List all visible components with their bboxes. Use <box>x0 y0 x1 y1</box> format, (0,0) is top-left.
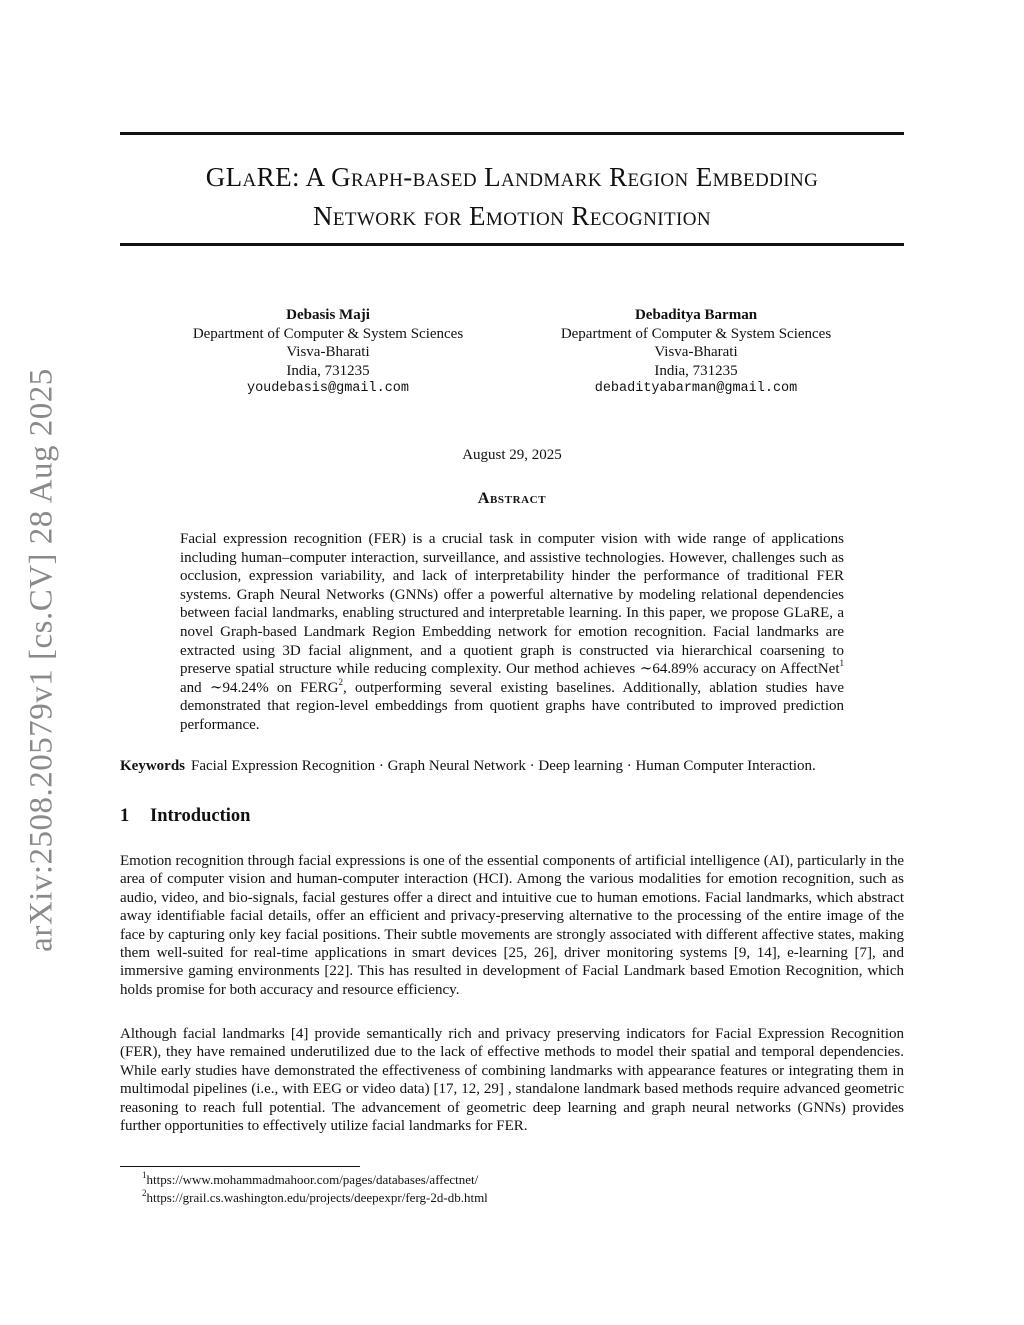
abstract-part-1: Facial expression recognition (FER) is a crucial task in computer vision with wide range of applications including human–computer interaction, surveillance, and assistive technologies. However, challenges such as occlusion, expression variability, and lack of interpretability hinder the performance of traditional FER systems. Graph Neural Networks (GNNs) offer a powerful alternative by modeling relational dependencies between facial landmarks, enabling structured and interpretable learning. In this paper, we propose GLaRE, a novel Graph-based Landmark Region Embedding network for emotion recognition. Facial landmarks are extracted using 3D facial alignment, and a quotient graph is constructed via hierarchical coarsening to preserve spatial structure while reducing complexity. Our method achieves ∼64.89% accuracy on AffectNet <box>180 531 844 678</box>
footnote-url[interactable]: https://grail.cs.washington.edu/projects/deepexpr/ferg-2d-db.html <box>146 1190 488 1205</box>
author-email[interactable]: youdebasis@gmail.com <box>246 381 410 396</box>
footnote-2 <box>142 1187 488 1206</box>
section-heading <box>120 806 250 827</box>
paper-title <box>120 158 904 236</box>
arxiv-stamp: arXiv:2508.20579v1 [cs.CV] 28 Aug 2025 <box>23 368 60 952</box>
author-location: India, 731235 <box>286 362 370 379</box>
footnote-marker-1[interactable]: 1 <box>839 658 844 669</box>
author-institution: Visva-Bharati <box>654 344 738 360</box>
footnote-rule <box>120 1166 360 1167</box>
title-rule-top <box>120 132 904 135</box>
author-email[interactable]: debadityabarman@gmail.com <box>594 381 798 396</box>
section-title: Introduction <box>150 806 251 826</box>
footnote-1 <box>142 1169 479 1188</box>
abstract-part-2: and ∼94.24% on FERG <box>180 679 339 696</box>
author-location: India, 731235 <box>654 362 738 379</box>
footnote-mark: 1 <box>142 1169 147 1180</box>
section-number: 1 <box>120 806 130 826</box>
author-block-2 <box>496 306 896 399</box>
author-institution: Visva-Bharati <box>286 344 370 360</box>
title-line-1: GLaRE: A Graph-based Landmark Region Embedding <box>205 162 819 192</box>
footnote-mark: 2 <box>142 1187 147 1198</box>
title-line-2: Network for Emotion Recognition <box>312 201 711 231</box>
keywords-label: Keywords <box>120 758 185 774</box>
abstract-text <box>180 530 844 735</box>
author-name: Debasis Maji <box>286 307 370 323</box>
author-name: Debaditya Barman <box>634 307 758 323</box>
title-rule-bottom <box>120 243 904 246</box>
author-department: Department of Computer & System Sciences <box>192 325 464 342</box>
footnote-url[interactable]: https://www.mohammadmahoor.com/pages/databases/affectnet/ <box>146 1172 479 1187</box>
abstract-part-3: , outperforming several existing baselines. Additionally, ablation studies have demonstrated that region-level embeddings from quotient graphs have contributed to improved prediction performance. <box>180 679 844 733</box>
keywords-text: Facial Expression Recognition · Graph Neural Network · Deep learning · Human Computer Interaction. <box>191 758 816 774</box>
body-paragraph: Emotion recognition through facial expressions is one of the essential components of artificial intelligence (AI), particularly in the area of computer vision and human-computer interaction (HCI). Among the various modalities for emotion recognition, such as audio, video, and bio-signals, facial gestures offer a direct and intuitive cue to human emotions. Facial landmarks, which abstract away identifiable facial details, offer an efficient and privacy-preserving alternative to the processing of the entire image of the face by capturing only key facial positions. Their subtle movements are strongly associated with different affective states, making them well-suited for real-time applications in smart devices [25, 26], driver monitoring systems [9, 14], e-learning [7], and immersive gaming environments [22]. This has resulted in development of Facial Landmark based Emotion Recognition, which holds promise for both accuracy and resource efficiency. <box>120 853 904 998</box>
paper-date: August 29, 2025 <box>462 447 562 463</box>
author-department: Department of Computer & System Sciences <box>560 325 832 342</box>
footnote-marker-2[interactable]: 2 <box>338 676 343 687</box>
keywords <box>120 757 904 775</box>
body-paragraph: Although facial landmarks [4] provide semantically rich and privacy preserving indicators for Facial Expression Recognition (FER), they have remained underutilized due to the lack of effective methods to model their spatial and temporal dependencies. While early studies have demonstrated the effectiveness of combining landmarks with appearance features or integrating them in multimodal pipelines (i.e., with EEG or video data) [17, 12, 29] , standalone landmark based methods require advanced geometric reasoning to reach full potential. The advancement of geometric deep learning and graph neural networks (GNNs) provides further opportunities to effectively utilize facial landmarks for FER. <box>120 1026 904 1135</box>
abstract-heading: Abstract <box>477 490 547 507</box>
author-block-1 <box>128 306 528 399</box>
